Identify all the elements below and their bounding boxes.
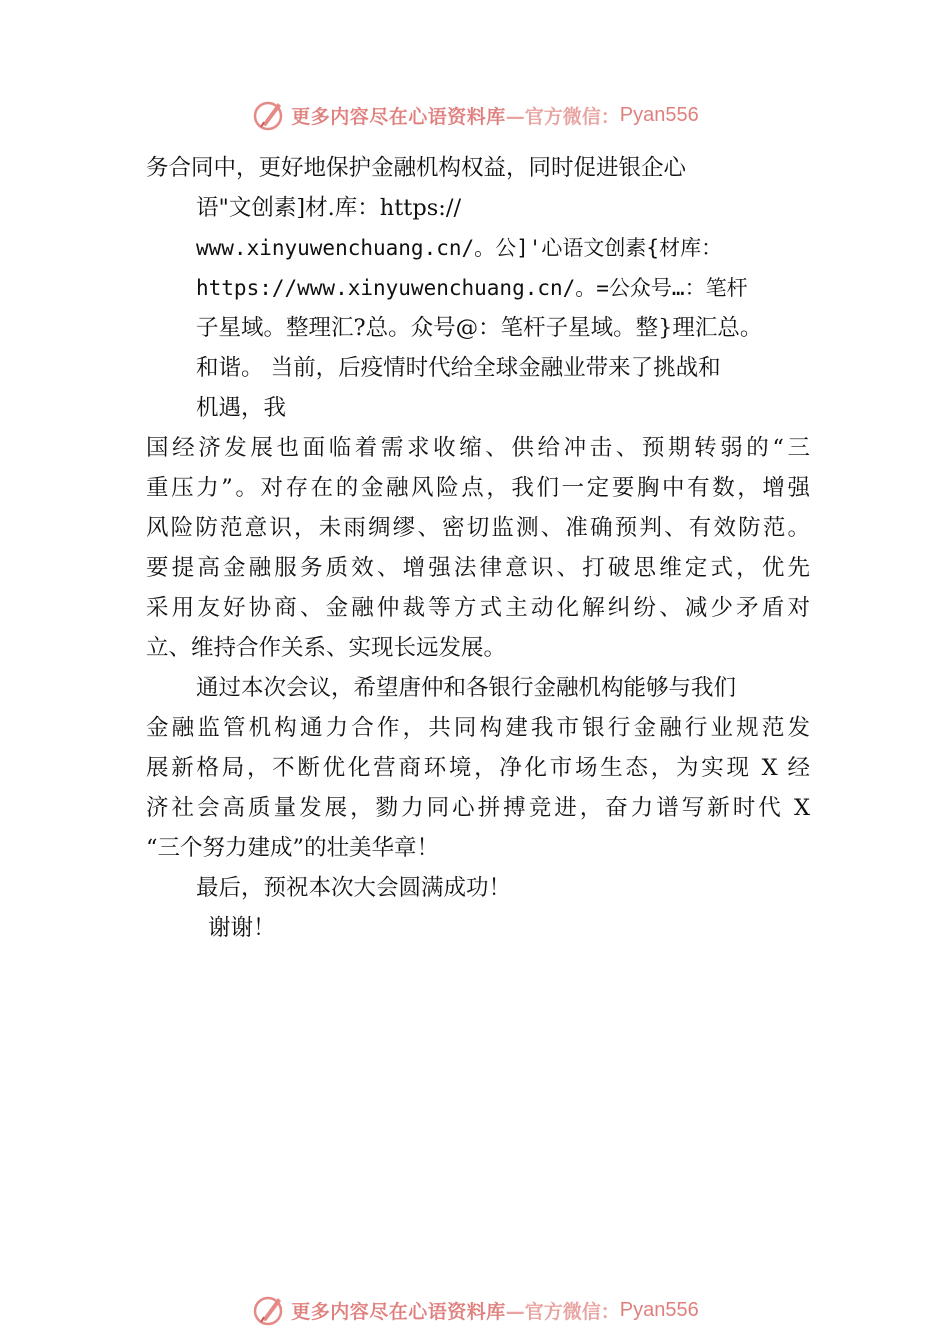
text-line: 金融监管机构通力合作，共同构建我市银行金融行业规范发 [146,715,810,741]
quill-logo-icon [251,1292,287,1328]
text-line: 国经济发展也面临着需求收缩、供给冲击、预期转弱的“三 [146,435,810,461]
text-line: 和谐。 当前，后疫情时代给全球金融业带来了挑战和 [196,355,721,381]
watermark-wechat-id: Pyan556 [619,103,699,126]
text-line: 通过本次会议，希望唐仲和各银行金融机构能够与我们 [196,675,737,701]
text-line: https://www.xinyuwenchuang.cn/。=公众号…：笔杆 [196,276,748,300]
text-line: 采用友好协商、金融仲裁等方式主动化解纠纷、减少矛盾对 [146,595,810,621]
text-line: 重压力”。对存在的金融风险点，我们一定要胸中有数，增强 [146,475,810,501]
watermark-main-text: 更多内容尽在心语资料库 [291,105,506,128]
watermark-main-text: 更多内容尽在心语资料库 [291,1300,506,1323]
text-line: “三个努力建成”的壮美华章！ [146,835,440,861]
footer-watermark [0,1290,950,1330]
text-line: 谢谢！ [208,915,276,941]
text-line: 风险防范意识，未雨绸缪、密切监测、准确预判、有效防范。 [146,515,810,541]
text-line: 子星域。整理汇?总。众号@：笔杆子星域。整}理汇总。 [196,315,763,341]
text-line: 务合同中，更好地保护金融机构权益，同时促进银企心 [146,155,687,181]
watermark-wechat-id: Pyan556 [619,1298,699,1321]
watermark-sub-text: —官方微信： [505,1300,620,1323]
text-line: 最后，预祝本次大会圆满成功！ [196,875,512,901]
text-line: 展新格局，不断优化营商环境，净化市场生态，为实现 X 经 [146,755,810,781]
text-line: www.xinyuwenchuang.cn/。公]'心语文创素{材库： [196,236,723,260]
text-line: 立、维持合作关系、实现长远发展。 [146,635,507,661]
text-line: 要提高金融服务质效、增强法律意识、打破思维定式，优先 [146,555,810,581]
document-body [146,148,810,948]
text-line: 语"文创素]材.库：https:// [196,195,462,221]
text-line: 机遇，我 [196,395,287,421]
header-watermark [0,95,950,135]
watermark-sub-text: —官方微信： [505,105,620,128]
quill-logo-icon [251,97,287,133]
text-line: 济社会高质量发展，勠力同心拼搏竞进，奋力谱写新时代 X [146,795,810,821]
